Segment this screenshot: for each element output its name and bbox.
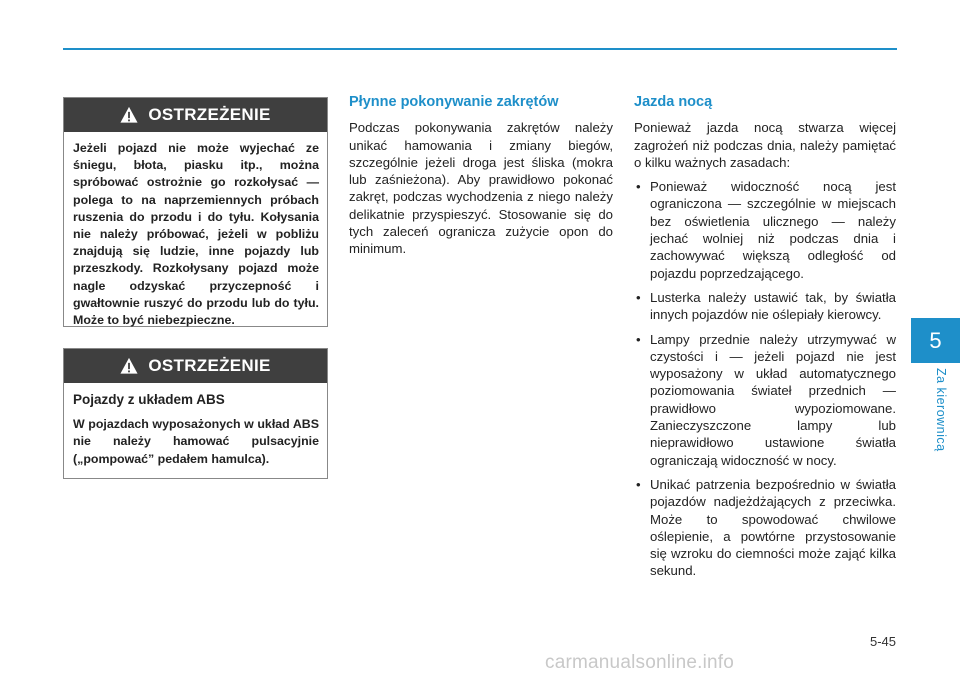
section-paragraph: Podczas pokonywania zakrętów należy unikać hamowania i zmiany biegów, szczególnie jeżeli droga jest śliska (mokra lub zaśnieżona). Aby prawidłowo pokonać zakręt, podczas wychodzenia z niego należy delikatnie przyspieszyć. Stosowanie się do tych zaleceń ogranicza zużycie opon do minimum.	[349, 120, 613, 257]
warning-title: OSTRZEŻENIE	[148, 356, 271, 375]
top-rule	[63, 48, 897, 50]
list-item: • Lampy przednie należy utrzymywać w czystości i — jeżeli pojazd nie jest wyposażony w układ automatycznego poziomowania świateł przednich — prawidłowo wypoziomowane. Zanieczyszczone lampy lub nieprawidłowo ustawione światła ograniczają widoczność w nocy.	[634, 331, 896, 469]
warning-text: W pojazdach wyposażonych w układ ABS nie należy hamować pulsacyjnie („pompować” pedałem hamulca).	[73, 417, 319, 466]
section-heading: Jazda nocą	[634, 94, 713, 110]
warning-triangle-icon	[120, 357, 138, 375]
warning-box-abs	[63, 348, 328, 479]
page-number: 5-45	[869, 634, 896, 649]
list-item: • Lusterka należy ustawić tak, by światła innych pojazdów nie oślepiały kierowcy.	[634, 289, 896, 324]
section-smooth-cornering	[349, 90, 613, 265]
warning-title: OSTRZEŻENIE	[148, 105, 271, 124]
section-intro: Ponieważ jazda nocą stwarza więcej zagrożeń niż podczas dnia, należy pamiętać o kilku ważnych zasadach:	[634, 120, 896, 170]
chapter-tab: 5	[911, 318, 960, 363]
warning-triangle-icon	[120, 106, 138, 124]
bullet-list	[634, 178, 896, 580]
watermark: carmanualsonline.info	[545, 652, 735, 673]
section-night-driving	[634, 90, 896, 587]
list-item: • Ponieważ widoczność nocą jest ograniczona — szczególnie w miejscach bez oświetlenia ulicznego — należy jechać wolniej niż podczas dnia i zachowywać większą odległość od pojazdu poprzedzającego.	[634, 178, 896, 282]
warning-header	[64, 349, 327, 383]
chapter-label: Za kierownicą	[934, 368, 948, 452]
warning-subtitle: Pojazdy z układem ABS	[73, 392, 225, 407]
warning-text: Jeżeli pojazd nie może wyjechać ze śniegu, błota, piasku itp., można spróbować ostrożnie go rozkołysać — polega to na naprzemiennych próbach ruszenia do przodu i do tyłu. Kołysania nie należy próbować, jeżeli w pobliżu znajdują się ludzie, inne pojazdy lub przeszkody. Rozkołysany pojazd może nagle odzyskać przyczepność i gwałtownie ruszyć do przodu lub do tyłu. Może to być niebezpieczne.	[73, 141, 319, 328]
warning-header	[64, 98, 327, 132]
section-heading: Płynne pokonywanie zakrętów	[349, 94, 559, 110]
list-item: • Unikać patrzenia bezpośrednio w światła pojazdów nadjeżdżających z przeciwka. Może to spowodować chwilowe oślepienie, a powtórne przystosowanie się wzroku do ciemności może zająć kilka sekund.	[634, 476, 896, 580]
warning-box-rocking	[63, 97, 328, 327]
